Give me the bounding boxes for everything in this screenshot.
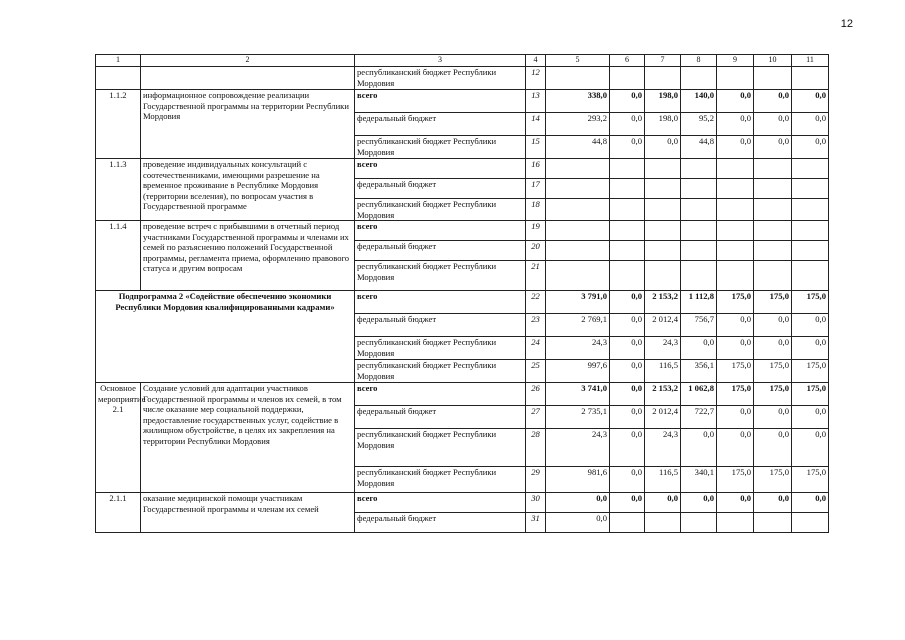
value-cell: 116,5 — [645, 360, 681, 383]
value-cell — [717, 179, 754, 199]
item-name: информационное сопровождение реализации Государственной программы на территории Республики Мордовия — [141, 90, 355, 159]
funding-source: федеральный бюджет — [355, 113, 526, 136]
row-number: 15 — [526, 136, 546, 159]
value-cell — [610, 241, 645, 261]
table-row — [96, 493, 829, 513]
value-cell — [645, 221, 681, 241]
value-cell: 24,3 — [546, 429, 610, 467]
value-cell: 1 112,8 — [681, 291, 717, 314]
value-cell: 0,0 — [717, 493, 754, 513]
value-cell: 0,0 — [754, 337, 792, 360]
value-cell: 0,0 — [645, 136, 681, 159]
item-name: оказание медицинской помощи участникам Государственной программы и членам их семей — [141, 493, 355, 533]
value-cell: 0,0 — [717, 113, 754, 136]
value-cell: 2 153,2 — [645, 383, 681, 406]
value-cell: 0,0 — [610, 467, 645, 493]
value-cell: 0,0 — [645, 493, 681, 513]
table-row — [96, 159, 829, 179]
funding-source: всего — [355, 90, 526, 113]
col-header: 11 — [792, 55, 829, 67]
value-cell: 756,7 — [681, 314, 717, 337]
funding-source: республиканский бюджет Республики Мордовия — [355, 429, 526, 467]
value-cell: 24,3 — [645, 429, 681, 467]
column-header-row — [96, 55, 829, 67]
value-cell — [792, 513, 829, 533]
value-cell: 338,0 — [546, 90, 610, 113]
value-cell — [645, 513, 681, 533]
value-cell: 0,0 — [792, 337, 829, 360]
value-cell — [645, 261, 681, 291]
value-cell: 175,0 — [792, 383, 829, 406]
value-cell: 0,0 — [546, 493, 610, 513]
table-row — [96, 291, 829, 314]
row-number: 17 — [526, 179, 546, 199]
value-cell: 0,0 — [681, 493, 717, 513]
value-cell — [754, 513, 792, 533]
value-cell: 0,0 — [792, 406, 829, 429]
value-cell: 3 791,0 — [546, 291, 610, 314]
funding-source: федеральный бюджет — [355, 179, 526, 199]
funding-source: всего — [355, 383, 526, 406]
value-cell: 0,0 — [792, 314, 829, 337]
value-cell: 0,0 — [610, 429, 645, 467]
value-cell — [546, 241, 610, 261]
value-cell: 3 741,0 — [546, 383, 610, 406]
value-cell — [610, 221, 645, 241]
col-header: 2 — [141, 55, 355, 67]
value-cell — [754, 67, 792, 90]
value-cell: 0,0 — [681, 429, 717, 467]
value-cell: 175,0 — [754, 360, 792, 383]
row-number: 16 — [526, 159, 546, 179]
value-cell: 2 735,1 — [546, 406, 610, 429]
value-cell: 116,5 — [645, 467, 681, 493]
value-cell: 0,0 — [792, 90, 829, 113]
item-code: 2.1.1 — [96, 493, 141, 533]
value-cell: 981,6 — [546, 467, 610, 493]
value-cell — [645, 67, 681, 90]
value-cell: 44,8 — [681, 136, 717, 159]
funding-source: всего — [355, 159, 526, 179]
value-cell — [754, 199, 792, 221]
value-cell — [681, 179, 717, 199]
value-cell: 24,3 — [546, 337, 610, 360]
funding-source: республиканский бюджет Республики Мордовия — [355, 136, 526, 159]
value-cell: 0,0 — [754, 90, 792, 113]
value-cell — [610, 159, 645, 179]
value-cell: 140,0 — [681, 90, 717, 113]
value-cell — [610, 67, 645, 90]
funding-source: республиканский бюджет Республики Мордовия — [355, 360, 526, 383]
row-number: 14 — [526, 113, 546, 136]
value-cell: 0,0 — [754, 113, 792, 136]
value-cell — [754, 159, 792, 179]
funding-source: федеральный бюджет — [355, 406, 526, 429]
row-number: 29 — [526, 467, 546, 493]
value-cell: 0,0 — [610, 337, 645, 360]
value-cell — [792, 199, 829, 221]
funding-source: всего — [355, 291, 526, 314]
funding-source: республиканский бюджет Республики Мордовия — [355, 467, 526, 493]
value-cell — [645, 159, 681, 179]
funding-source: всего — [355, 493, 526, 513]
value-cell: 175,0 — [792, 467, 829, 493]
value-cell — [717, 241, 754, 261]
value-cell — [792, 261, 829, 291]
value-cell: 95,2 — [681, 113, 717, 136]
value-cell — [792, 179, 829, 199]
row-number: 30 — [526, 493, 546, 513]
col-header: 6 — [610, 55, 645, 67]
value-cell: 722,7 — [681, 406, 717, 429]
table-row — [96, 221, 829, 241]
value-cell — [792, 221, 829, 241]
value-cell: 0,0 — [546, 513, 610, 533]
value-cell: 0,0 — [792, 136, 829, 159]
value-cell — [681, 241, 717, 261]
row-number: 19 — [526, 221, 546, 241]
value-cell — [681, 199, 717, 221]
value-cell — [681, 67, 717, 90]
subprogram-title: Подпрограмма 2 «Содействие обеспечению экономики Республики Мордовия квалифицированными кадрами» — [96, 291, 355, 383]
value-cell: 0,0 — [754, 406, 792, 429]
value-cell — [681, 159, 717, 179]
value-cell — [717, 199, 754, 221]
row-number: 27 — [526, 406, 546, 429]
value-cell: 1 062,8 — [681, 383, 717, 406]
value-cell: 175,0 — [754, 383, 792, 406]
row-number: 20 — [526, 241, 546, 261]
value-cell: 175,0 — [792, 291, 829, 314]
value-cell: 0,0 — [681, 337, 717, 360]
value-cell: 175,0 — [754, 291, 792, 314]
value-cell: 24,3 — [645, 337, 681, 360]
col-header: 7 — [645, 55, 681, 67]
value-cell: 175,0 — [717, 467, 754, 493]
item-name: проведение встреч с прибывшими в отчетный период участниками Государственной программы и членами их семей по разъяснению положений Государственной программы, регламента приема, оформлению правового статуса и другим вопросам — [141, 221, 355, 291]
row-number: 28 — [526, 429, 546, 467]
funding-source: республиканский бюджет Республики Мордовия — [355, 337, 526, 360]
value-cell — [546, 199, 610, 221]
value-cell: 0,0 — [754, 314, 792, 337]
col-header: 8 — [681, 55, 717, 67]
funding-source: республиканский бюджет Республики Мордовия — [355, 199, 526, 221]
name-cell — [141, 67, 355, 90]
col-header: 4 — [526, 55, 546, 67]
value-cell: 0,0 — [792, 429, 829, 467]
value-cell: 2 012,4 — [645, 406, 681, 429]
value-cell: 0,0 — [610, 383, 645, 406]
value-cell — [717, 67, 754, 90]
value-cell: 0,0 — [717, 429, 754, 467]
value-cell: 0,0 — [717, 136, 754, 159]
item-code: Основное мероприятие 2.1 — [96, 383, 141, 493]
value-cell — [681, 261, 717, 291]
value-cell — [754, 241, 792, 261]
col-header: 9 — [717, 55, 754, 67]
value-cell: 175,0 — [792, 360, 829, 383]
value-cell — [717, 261, 754, 291]
row-number: 26 — [526, 383, 546, 406]
value-cell — [792, 67, 829, 90]
item-name: Создание условий для адаптации участников Государственной программы и членов их семей, в том числе оказание мер социальной поддержки, предоставление государственных услуг, содействие в жилищном обустройстве, в целях их закрепления на территории Республики Мордовия — [141, 383, 355, 493]
page-number: 12 — [840, 18, 853, 30]
value-cell: 2 153,2 — [645, 291, 681, 314]
funding-source: всего — [355, 221, 526, 241]
value-cell: 175,0 — [754, 467, 792, 493]
value-cell: 0,0 — [610, 406, 645, 429]
row-number: 25 — [526, 360, 546, 383]
value-cell: 0,0 — [610, 360, 645, 383]
item-name: проведение индивидуальных консультаций с соотечественниками, имеющими разрешение на временное проживание в Республике Мордовия (территории вселения), по вопросам участия в Государственной программе — [141, 159, 355, 221]
value-cell: 2 012,4 — [645, 314, 681, 337]
value-cell — [610, 261, 645, 291]
row-number: 22 — [526, 291, 546, 314]
value-cell — [754, 261, 792, 291]
value-cell: 175,0 — [717, 291, 754, 314]
value-cell: 175,0 — [717, 383, 754, 406]
value-cell: 0,0 — [792, 113, 829, 136]
value-cell — [546, 221, 610, 241]
row-number: 13 — [526, 90, 546, 113]
funding-source: республиканский бюджет Республики Мордовия — [355, 67, 526, 90]
value-cell — [717, 159, 754, 179]
value-cell — [754, 179, 792, 199]
value-cell — [610, 179, 645, 199]
value-cell — [610, 513, 645, 533]
value-cell: 0,0 — [717, 90, 754, 113]
value-cell: 0,0 — [610, 291, 645, 314]
value-cell — [717, 513, 754, 533]
value-cell — [546, 67, 610, 90]
value-cell — [754, 221, 792, 241]
value-cell — [645, 179, 681, 199]
value-cell — [546, 179, 610, 199]
value-cell: 0,0 — [717, 314, 754, 337]
value-cell — [792, 159, 829, 179]
value-cell: 997,6 — [546, 360, 610, 383]
funding-source: республиканский бюджет Республики Мордовия — [355, 261, 526, 291]
col-header: 1 — [96, 55, 141, 67]
row-number: 21 — [526, 261, 546, 291]
value-cell: 0,0 — [717, 406, 754, 429]
table-row — [96, 90, 829, 113]
value-cell: 0,0 — [610, 90, 645, 113]
value-cell: 0,0 — [610, 136, 645, 159]
value-cell — [610, 199, 645, 221]
table-row — [96, 67, 829, 90]
col-header: 5 — [546, 55, 610, 67]
code-cell — [96, 67, 141, 90]
funding-source: федеральный бюджет — [355, 241, 526, 261]
row-number: 24 — [526, 337, 546, 360]
value-cell — [546, 159, 610, 179]
value-cell: 175,0 — [717, 360, 754, 383]
value-cell: 0,0 — [754, 429, 792, 467]
value-cell: 356,1 — [681, 360, 717, 383]
value-cell: 0,0 — [610, 113, 645, 136]
value-cell — [681, 221, 717, 241]
row-number: 23 — [526, 314, 546, 337]
value-cell: 0,0 — [754, 136, 792, 159]
value-cell: 44,8 — [546, 136, 610, 159]
item-code: 1.1.3 — [96, 159, 141, 221]
col-header: 3 — [355, 55, 526, 67]
value-cell: 0,0 — [610, 314, 645, 337]
value-cell: 293,2 — [546, 113, 610, 136]
value-cell: 340,1 — [681, 467, 717, 493]
value-cell: 0,0 — [717, 337, 754, 360]
value-cell — [645, 241, 681, 261]
value-cell: 0,0 — [610, 493, 645, 513]
value-cell — [681, 513, 717, 533]
funding-source: федеральный бюджет — [355, 513, 526, 533]
value-cell: 0,0 — [792, 493, 829, 513]
row-number: 18 — [526, 199, 546, 221]
item-code: 1.1.2 — [96, 90, 141, 159]
row-number: 12 — [526, 67, 546, 90]
value-cell — [717, 221, 754, 241]
value-cell — [546, 261, 610, 291]
value-cell: 198,0 — [645, 90, 681, 113]
value-cell — [792, 241, 829, 261]
value-cell: 0,0 — [754, 493, 792, 513]
value-cell: 2 769,1 — [546, 314, 610, 337]
item-code: 1.1.4 — [96, 221, 141, 291]
col-header: 10 — [754, 55, 792, 67]
funding-source: федеральный бюджет — [355, 314, 526, 337]
table-row — [96, 383, 829, 406]
value-cell: 198,0 — [645, 113, 681, 136]
value-cell — [645, 199, 681, 221]
budget-table — [95, 54, 829, 533]
row-number: 31 — [526, 513, 546, 533]
